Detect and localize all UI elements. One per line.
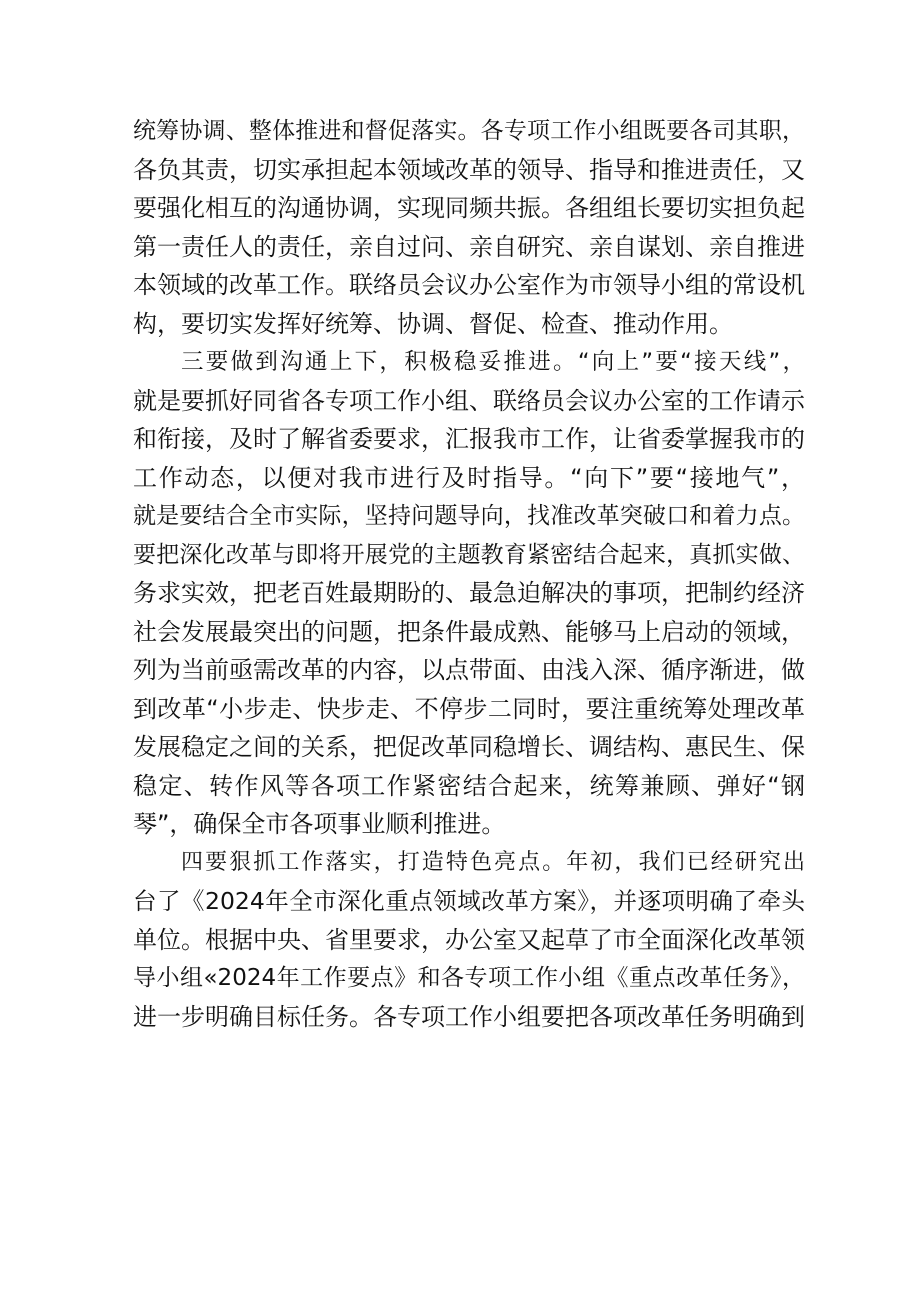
text-line: 就是要结合全市实际，坚持问题导向，找准改革突破口和着力点。 — [133, 503, 805, 529]
paragraph-3 — [133, 343, 805, 844]
text-line: 列为当前亟需改革的内容，以点带面、由浅入深、循序渐进，做 — [133, 656, 805, 684]
text-line: 构，要切实发挥好统筹、协调、督促、检查、推动作用。 — [133, 309, 733, 338]
text-line: 和衔接，及时了解省委要求，汇报我市工作，让省委掌握我市的 — [133, 425, 805, 453]
text-line: 到改革“小步走、快步走、不停步二同时，要注重统筹处理改革 — [133, 694, 805, 723]
text-line: 统筹协调、整体推进和督促落实。各专项工作小组既要各司其职， — [133, 118, 805, 144]
text-line: 要把深化改革与即将开展党的主题教育紧密结合起来，真抓实做、 — [133, 541, 805, 568]
text-line: 务求实效，把老百姓最期盼的、最急迫解决的事项，把制约经济 — [133, 579, 805, 607]
document-body — [133, 112, 805, 1036]
paragraph-2-continued — [133, 112, 805, 343]
text-line: 本领域的改革工作。联络员会议办公室作为市领导小组的常设机 — [133, 271, 805, 299]
text-line: 第一责任人的责任，亲自过问、亲自研究、亲自谋划、亲自推进 — [133, 232, 805, 261]
text-line: 要强化相互的沟通协调，实现同频共振。各组组长要切实担负起 — [133, 194, 805, 222]
text-line: 四要狠抓工作落实，打造特色亮点。年初，我们已经研究出 — [181, 849, 805, 875]
text-line: 各负其责，切实承担起本领域改革的领导、指导和推进责任，又 — [133, 155, 805, 184]
text-line: 就是要抓好同省各专项工作小组、联络员会议办公室的工作请示 — [133, 386, 805, 415]
text-line: 社会发展最突出的问题，把条件最成熟、能够马上启动的领域， — [133, 617, 805, 646]
text-line: 稳定、转作风等各项工作紧密结合起来，统筹兼顾、弹好“钢 — [133, 771, 805, 800]
text-line: 发展稳定之间的关系，把促改革同稳增长、调结构、惠民生、保 — [133, 733, 805, 761]
text-line: 工作动态，以便对我市进行及时指导。“向下”要“接地气”， — [133, 463, 805, 492]
text-line: 导小组«2024年工作要点》和各专项工作小组《重点改革任务》， — [133, 965, 805, 991]
text-line: 三要做到沟通上下，积极稳妥推进。“向上”要“接天线”， — [181, 349, 805, 375]
paragraph-4 — [133, 844, 805, 1037]
text-line: 进一步明确目标任务。各专项工作小组要把各项改革任务明确到 — [133, 1002, 805, 1031]
text-line: 琴”，确保全市各项事业顺利推进。 — [133, 810, 506, 838]
text-line: 单位。根据中央、省里要求，办公室又起草了市全面深化改革领 — [133, 925, 805, 954]
text-line: 台了《2024年全市深化重点领域改革方案》，并逐项明确了牵头 — [133, 887, 805, 915]
